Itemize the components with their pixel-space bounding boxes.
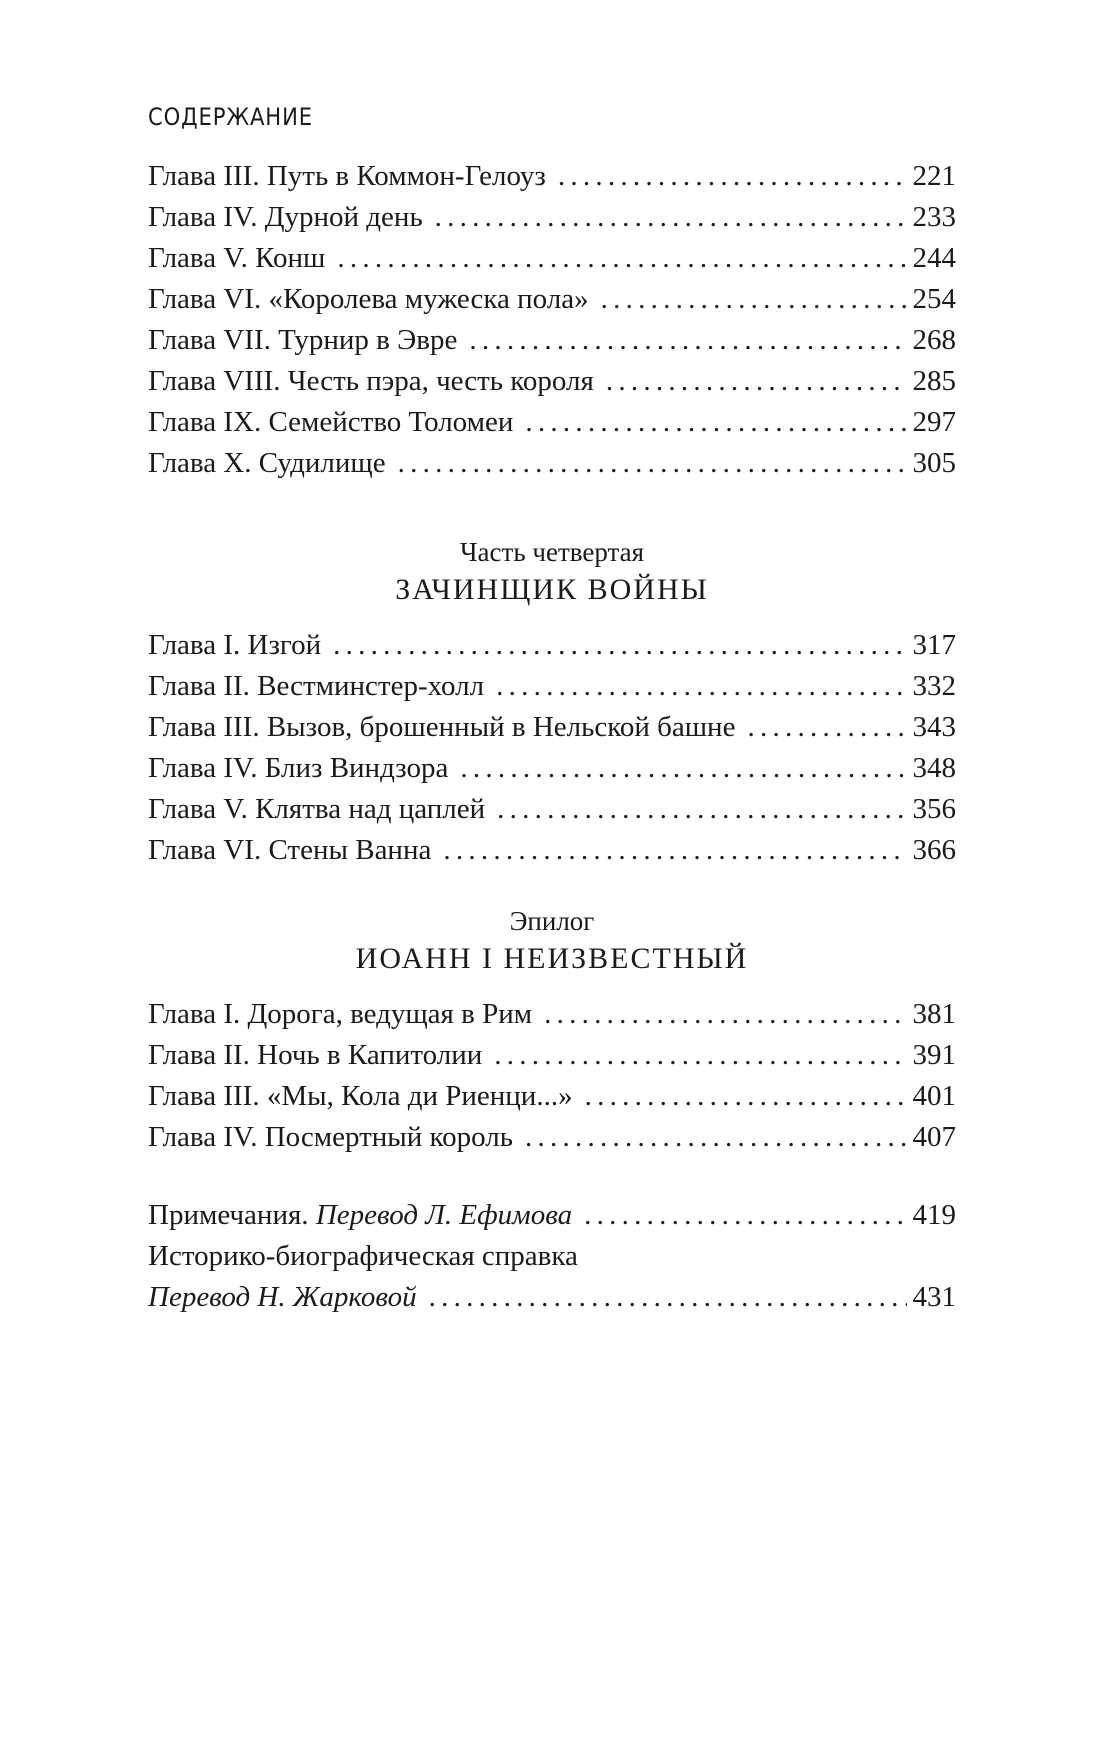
- leader-dots: [544, 994, 906, 1035]
- leader-dots: [525, 1117, 907, 1158]
- leader-dots: [525, 402, 906, 443]
- entry-page: 285: [912, 365, 956, 397]
- toc-entry-reference[interactable]: [148, 1277, 956, 1318]
- toc-entry[interactable]: [148, 1035, 956, 1076]
- epilogue-heading: [148, 903, 956, 979]
- leader-dots: [337, 238, 906, 279]
- part-label: Эпилог: [509, 906, 595, 936]
- entry-title: Глава X. Судилище: [148, 447, 386, 479]
- entry-title: Глава III. «Мы, Кола ди Риенци...»: [148, 1080, 573, 1112]
- entry-title: Глава VIII. Честь пэра, честь короля: [148, 365, 594, 397]
- toc-entry[interactable]: [148, 197, 956, 238]
- reference-title[interactable]: Историко-биографическая справка: [148, 1240, 578, 1272]
- entry-title: Глава I. Изгой: [148, 629, 322, 661]
- entry-title: Глава VI. Стены Ванна: [148, 834, 432, 866]
- part-label: Часть четвертая: [460, 537, 644, 567]
- entry-title: Глава V. Клятва над цаплей: [148, 793, 486, 825]
- leader-dots: [333, 625, 906, 666]
- toc-group-part4: [148, 625, 956, 871]
- leader-dots: [443, 830, 906, 871]
- notes-translator: Перевод Л. Ефимова: [315, 1199, 573, 1231]
- leader-dots: [585, 1076, 907, 1117]
- toc-entry[interactable]: [148, 279, 956, 320]
- entry-page: 317: [912, 629, 956, 661]
- entry-page: 268: [912, 324, 956, 356]
- leader-dots: [584, 1195, 906, 1236]
- toc-entry[interactable]: [148, 320, 956, 361]
- entry-title: Глава V. Конш: [148, 242, 326, 274]
- toc-entry[interactable]: [148, 994, 956, 1035]
- leader-dots: [435, 197, 907, 238]
- entry-page: 221: [912, 160, 956, 192]
- leader-dots: [496, 666, 906, 707]
- toc-entry[interactable]: [148, 748, 956, 789]
- entry-title: Глава II. Ночь в Капитолии: [148, 1039, 483, 1071]
- entry-page: 419: [912, 1199, 956, 1231]
- toc-entry[interactable]: [148, 156, 956, 197]
- entry-title: Глава II. Вестминстер-холл: [148, 670, 485, 702]
- leader-dots: [558, 156, 907, 197]
- toc-group-back-matter: [148, 1195, 956, 1318]
- toc-group-part3: [148, 156, 956, 484]
- entry-title: Глава IV. Дурной день: [148, 201, 423, 233]
- toc-entry[interactable]: [148, 789, 956, 830]
- entry-title: Глава VI. «Королева мужеска пола»: [148, 283, 589, 315]
- toc-entry[interactable]: [148, 625, 956, 666]
- entry-title: Глава IV. Близ Виндзора: [148, 752, 449, 784]
- leader-dots: [469, 320, 906, 361]
- entry-page: 407: [912, 1121, 956, 1153]
- notes-title: Примечания.: [148, 1199, 309, 1231]
- toc-entry[interactable]: [148, 1117, 956, 1158]
- entry-page: 431: [912, 1281, 956, 1313]
- entry-page: 391: [912, 1039, 956, 1071]
- leader-dots: [747, 707, 906, 748]
- entry-page: 381: [912, 998, 956, 1030]
- running-head: СОДЕРЖАНИЕ: [148, 103, 313, 131]
- part4-heading: [148, 534, 956, 610]
- toc-entry[interactable]: [148, 707, 956, 748]
- entry-page: 233: [912, 201, 956, 233]
- reference-translator: Перевод Н. Жарковой: [148, 1281, 417, 1313]
- leader-dots: [494, 1035, 906, 1076]
- toc-group-epilogue: [148, 994, 956, 1158]
- toc-entry[interactable]: [148, 830, 956, 871]
- entry-page: 254: [912, 283, 956, 315]
- leader-dots: [460, 748, 906, 789]
- entry-page: 401: [912, 1080, 956, 1112]
- leader-dots: [398, 443, 907, 484]
- toc-entry[interactable]: [148, 666, 956, 707]
- entry-page: 366: [912, 834, 956, 866]
- toc-entry[interactable]: [148, 1076, 956, 1117]
- entry-page: 348: [912, 752, 956, 784]
- entry-page: 244: [912, 242, 956, 274]
- toc-entry[interactable]: [148, 443, 956, 484]
- entry-page: 297: [912, 406, 956, 438]
- entry-title: Глава IV. Посмертный король: [148, 1121, 513, 1153]
- leader-dots: [429, 1277, 907, 1318]
- part-title: ИОАНН I НЕИЗВЕСТНЫЙ: [355, 942, 749, 975]
- entry-title: [148, 1195, 572, 1236]
- entry-page: 343: [912, 711, 956, 743]
- toc-entry-notes[interactable]: [148, 1195, 956, 1236]
- entry-page: 305: [912, 447, 956, 479]
- entry-title: Глава VII. Турнир в Эвре: [148, 324, 458, 356]
- toc-entry[interactable]: [148, 361, 956, 402]
- part-title: ЗАЧИНЩИК ВОЙНЫ: [395, 573, 709, 606]
- toc-entry[interactable]: [148, 402, 956, 443]
- toc-entry[interactable]: [148, 238, 956, 279]
- leader-dots: [601, 279, 907, 320]
- entry-title: Глава III. Вызов, брошенный в Нельской башне: [148, 711, 736, 743]
- leader-dots: [497, 789, 906, 830]
- entry-page: 356: [912, 793, 956, 825]
- entry-title: Глава I. Дорога, ведущая в Рим: [148, 998, 533, 1030]
- entry-page: 332: [912, 670, 956, 702]
- entry-title: Глава IX. Семейство Толомеи: [148, 406, 514, 438]
- entry-title: Глава III. Путь в Коммон-Гелоуз: [148, 160, 546, 192]
- leader-dots: [606, 361, 907, 402]
